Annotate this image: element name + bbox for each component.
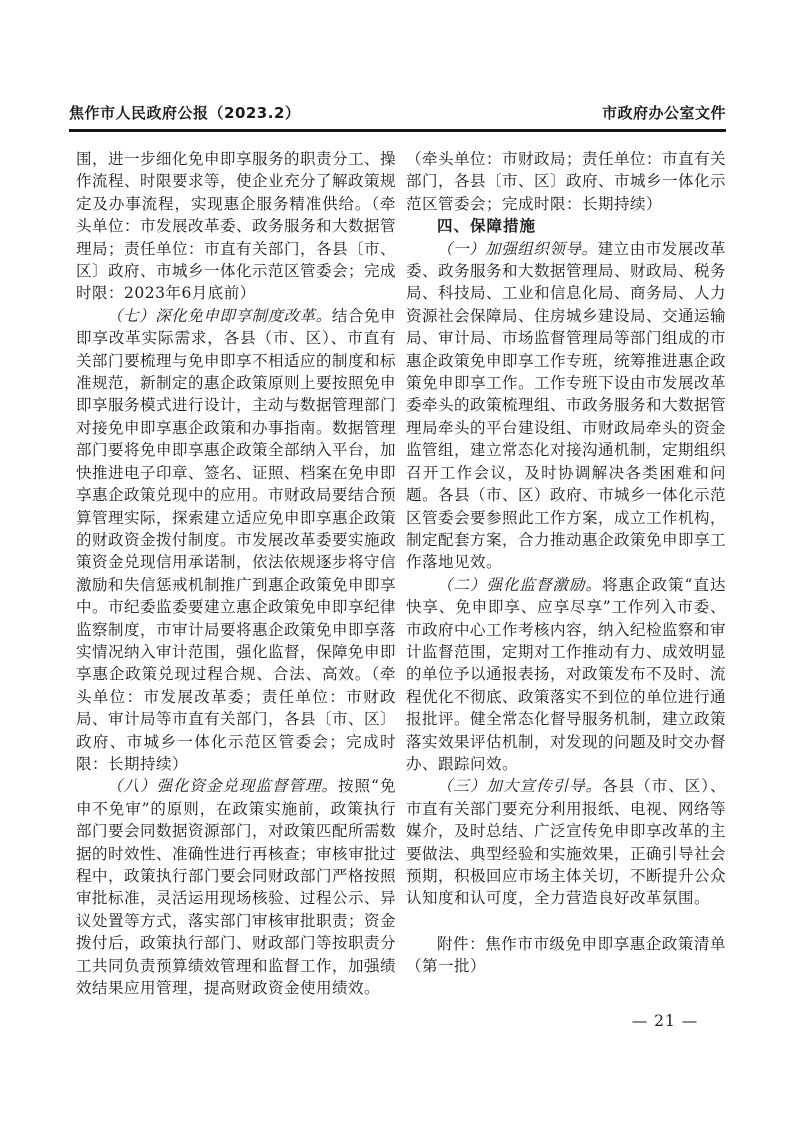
header-section-title: 市政府办公室文件 — [601, 104, 726, 122]
paragraph-text: 按照“免申不免审”的原则，在政策实施前，政策执行部门要会同数据资源部门，对政策匹配所需数据的时效性、准确性进行再核查；审核审批过程中，政策执行部门要会同财政部门严格按照审批标准，灵活运用现场核验、过程公示、异议处置等方式，落实部门审核审批职责；资金拨付后，政策执行部门、财政部门等按职责分工共同负责预算绩效管理和监督工作，加强绩效结果应用管理，提高财政资金使用绩效。 — [76, 777, 397, 998]
paragraph-lead: （八）强化资金兑现监督管理。 — [107, 777, 339, 796]
paragraph-continuation — [76, 148, 396, 305]
right-column — [406, 148, 726, 999]
paragraph-lead: （三）加大宣传引导。 — [437, 777, 603, 796]
page-header — [69, 102, 726, 123]
paragraph-text: 结合免申即享改革实际需求，各县（市、区）、市直有关部门要梳理与免申即享不相适应的制度和标准规范，新制定的惠企政策原则上要按照免申即享服务模式进行设计，主动与数据管理部门对接免申即享惠企政策和办事指南。数据管理部门要将免申即享惠企政策全部纳入平台，加快推进电子印章、签名、证照、档案在免申即享惠企政策兑现中的应用。市财政局要结合预算管理实际，探索建立适应免申即享惠企政策的财政资金拨付制度。市发展改革委要实施政策资金兑现信用承诺制，依法依规逐步将守信激励和失信惩戒机制推广到惠企政策免申即享中。市纪委监委要建立惠企政策免申即享纪律监察制度，市审计局要将惠企政策免申即享落实情况纳入审计范围，强化监督，保障免申即享惠企政策兑现过程合规、合法、高效。（牵头单位：市发展改革委；责任单位：市财政局、审计局等市直有关部门，各县〔市、区〕政府、市城乡一体化示范区管委会；完成时限：长期持续） — [76, 306, 397, 773]
attachment-text: 附件：焦作市市级免申即享惠企政策清单（第一批） — [406, 934, 726, 976]
left-column — [76, 148, 396, 999]
paragraph-text: （牵头单位：市财政局；责任单位：市直有关部门，各县〔市、区〕政府、市城乡一体化示范区管委会；完成时限：长期持续） — [406, 150, 727, 213]
paragraph-item-8 — [76, 775, 396, 999]
paragraph-lead: （一）加强组织领导。 — [437, 239, 598, 258]
paragraph-text: 围，进一步细化免申即享服务的职责分工、操作流程、时限要求等，使企业充分了解政策规定及办事流程，实现惠企服务精准供给。（牵头单位：市发展改革委、政务服务和大数据管理局；责任单位：市直有关部门，各县〔市、区〕政府、市城乡一体化示范区管委会；完成时限：2023年6月底前） — [76, 150, 397, 303]
paragraph-item-1 — [406, 238, 726, 574]
paragraph-item-7 — [76, 305, 396, 776]
paragraph-continuation — [406, 148, 726, 215]
paragraph-lead: （二）强化监督激励。 — [437, 575, 603, 594]
paragraph-lead: （七）深化免申即享制度改革。 — [107, 306, 332, 325]
body-columns — [76, 148, 726, 999]
paragraph-item-3 — [406, 775, 726, 909]
paragraph-text: 建立由市发展改革委、政务服务和大数据管理局、财政局、税务局、科技局、工业和信息化局、商务局、人力资源社会保障局、住房城乡建设局、交通运输局、审计局、市场监督管理局等部门组成的市惠企政策免申即享工作专班，统筹推进惠企政策免申即享工作。工作专班下设由市发展改革委牵头的政策梳理组、市政务服务和大数据管理局牵头的平台建设组、市财政局牵头的资金监管组，建立常态化对接沟通机制，定期组织召开工作会议，及时协调解决各类困难和问题。各县（市、区）政府、市城乡一体化示范区管委会要参照此工作方案，成立工作机构，制定配套方案，合力推动惠企政策免申即享工作落地见效。 — [406, 239, 727, 572]
paragraph-text: 各县（市、区）、市直有关部门要充分利用报纸、电视、网络等媒介，及时总结、广泛宣传免申即享改革的主要做法、典型经验和实施效果，正确引导社会预期，积极回应市场主体关切，不断提升公众认知度和认可度，全力营造良好改革氛围。 — [406, 777, 727, 908]
attachment-note — [406, 933, 726, 978]
section-heading — [406, 215, 726, 237]
paragraph-text: 将惠企政策“直达快享、免申即享、应享尽享”工作列入市委、市政府中心工作考核内容，纳入纪检监察和审计监督范围，定期对工作推动有力、成效明显的单位予以通报表扬，对政策发布不及时、流程优化不彻底、政策落实不到位的单位进行通报批评。健全常态化督导服务机制，建立政策落实效果评估机制，对发现的问题及时交办督办、跟踪问效。 — [406, 575, 727, 773]
section-heading-text: 四、保障措施 — [437, 217, 537, 236]
paragraph-item-2 — [406, 574, 726, 776]
header-gazette-title: 焦作市人民政府公报（2023.2） — [69, 104, 301, 122]
page-number: — 21 — — [631, 1012, 699, 1030]
header-rule — [69, 129, 726, 132]
